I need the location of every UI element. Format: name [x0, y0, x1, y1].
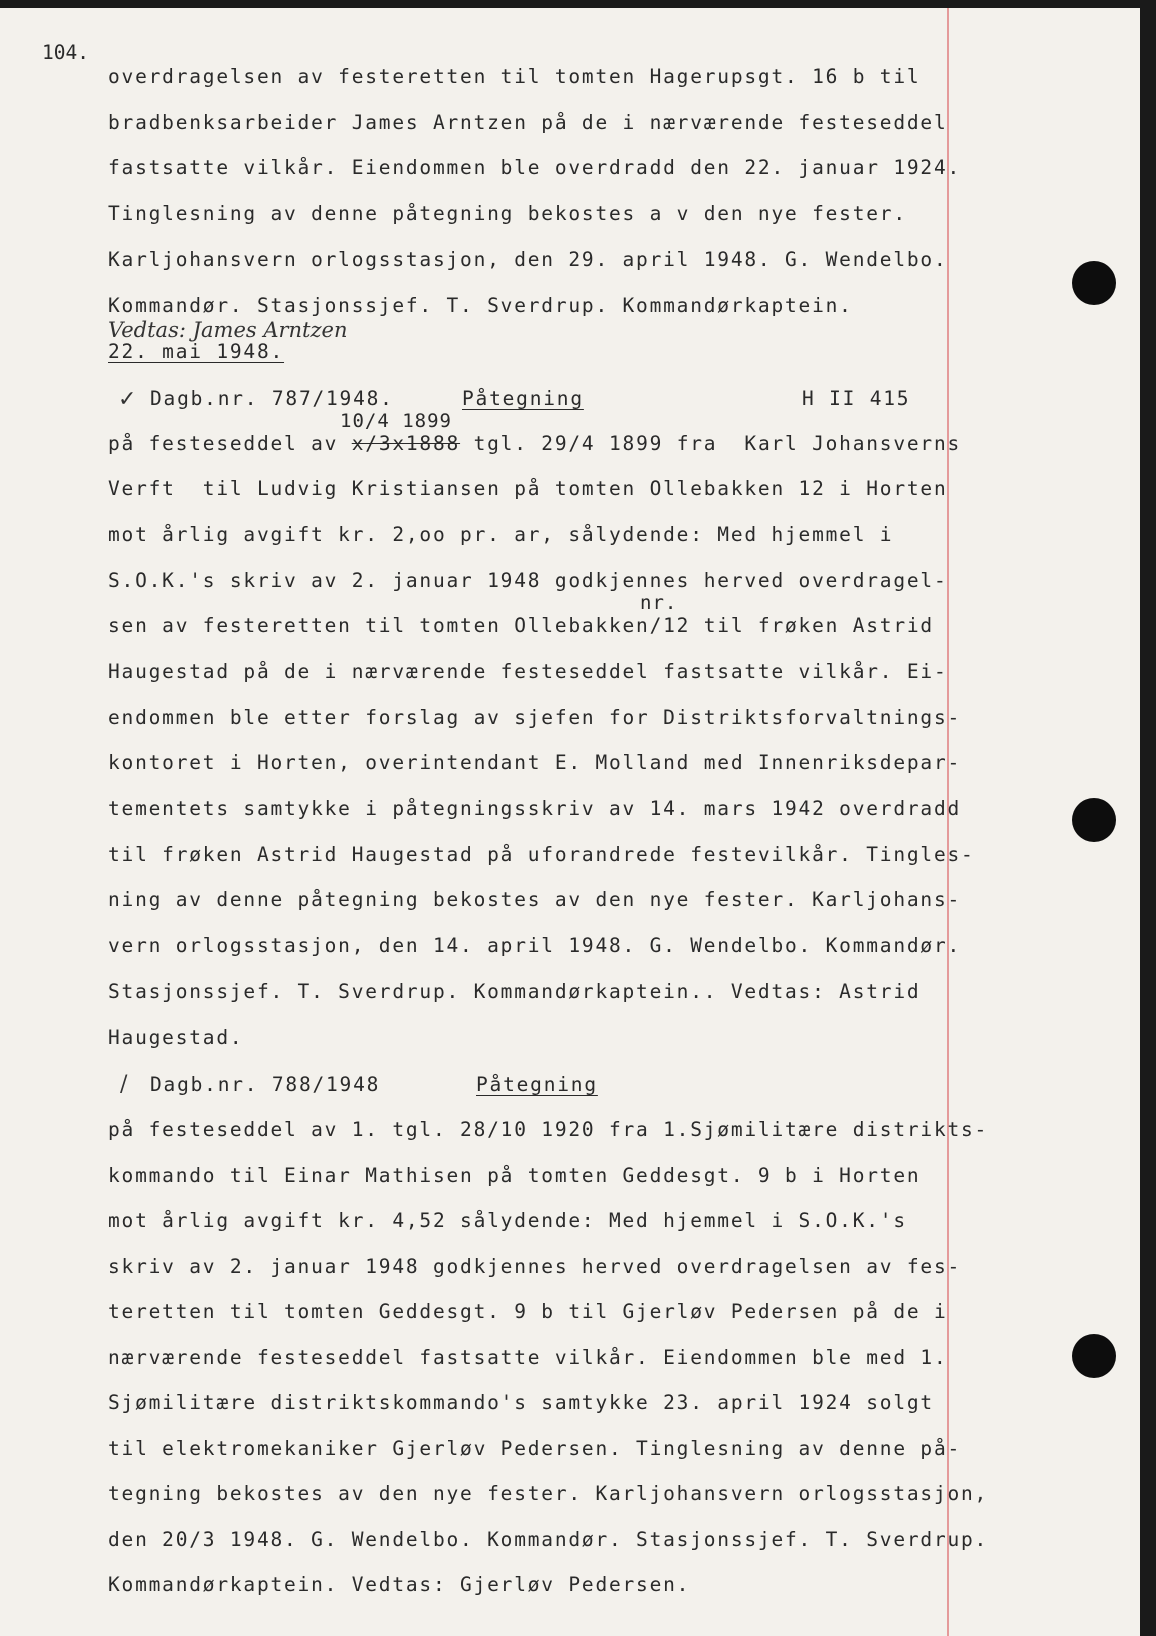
dagb-number: Dagb.nr. 787/1948.: [150, 387, 394, 410]
handwritten-signature: Vedtas: James Arntzen: [108, 318, 348, 342]
text-line: endommen ble etter forslag av sjefen for Distriktsforvaltnings-: [108, 706, 962, 729]
date-line: 22. mai 1948.: [108, 340, 285, 363]
text-line: mot årlig avgift kr. 2,oo pr. ar, sålydende: Med hjemmel i: [108, 523, 894, 546]
entry-title: Påtegning: [462, 387, 584, 410]
text-line: Haugestad på de i nærværende festeseddel fastsatte vilkår. Ei-: [108, 660, 948, 683]
text-segment: tgl. 29/4 1899 fra Karl Johansverns: [460, 432, 962, 455]
text-segment: på festeseddel av: [108, 432, 352, 455]
text-line: kontoret i Horten, overintendant E. Molland med Innenriksdepar-: [108, 751, 962, 774]
text-line: ning av denne påtegning bekostes av den nye fester. Karljohans-: [108, 888, 962, 911]
file-reference: H II 415: [802, 387, 911, 410]
text-line: den 20/3 1948. G. Wendelbo. Kommandør. Stasjonssjef. T. Sverdrup.: [108, 1528, 989, 1551]
punch-hole: [1072, 261, 1116, 305]
text-line: mot årlig avgift kr. 4,52 sålydende: Med hjemmel i S.O.K.'s: [108, 1209, 907, 1232]
text-line: nærværende festeseddel fastsatte vilkår. Eiendommen ble med 1.: [108, 1346, 948, 1369]
text-line: bradbenksarbeider James Arntzen på de i nærværende festeseddel: [108, 111, 948, 134]
text-line: Sjømilitære distriktskommando's samtykke 23. april 1924 solgt: [108, 1391, 934, 1414]
struck-text: x/3x1888: [351, 432, 461, 455]
text-line: til frøken Astrid Haugestad på uforandrede festevilkår. Tingles-: [108, 843, 975, 866]
text-line: Kommandør. Stasjonssjef. T. Sverdrup. Kommandørkaptein.: [108, 294, 853, 317]
punch-hole: [1072, 1334, 1116, 1378]
text-line: til elektromekaniker Gjerløv Pedersen. Tinglesning av denne på-: [108, 1437, 962, 1460]
text-line: vern orlogsstasjon, den 14. april 1948. G. Wendelbo. Kommandør.: [108, 934, 962, 957]
text-line: tementets samtykke i påtegningsskriv av 14. mars 1942 overdradd: [108, 797, 962, 820]
text-line: Haugestad.: [108, 1026, 244, 1049]
text-line: fastsatte vilkår. Eiendommen ble overdradd den 22. januar 1924.: [108, 156, 962, 179]
text-line: Stasjonssjef. T. Sverdrup. Kommandørkaptein.. Vedtas: Astrid: [108, 980, 921, 1003]
text-line: Kommandørkaptein. Vedtas: Gjerløv Pedersen.: [108, 1573, 691, 1596]
text-line: S.O.K.'s skriv av 2. januar 1948 godkjennes herved overdragel-: [108, 569, 948, 592]
insert-nr: nr.: [640, 592, 678, 614]
text-line: skriv av 2. januar 1948 godkjennes herved overdragelsen av fes-: [108, 1255, 962, 1278]
text-line: sen av festeretten til tomten Ollebakken/12 til frøken Astrid: [108, 614, 934, 637]
check-mark: ✓: [118, 387, 137, 412]
text-line: [108, 433, 961, 455]
text-line: kommando til Einar Mathisen på tomten Geddesgt. 9 b i Horten: [108, 1164, 921, 1187]
page-number: 104.: [42, 41, 89, 64]
text-line: Tinglesning av denne påtegning bekostes a v den nye fester.: [108, 202, 907, 225]
text-line: Verft til Ludvig Kristiansen på tomten Ollebakken 12 i Horten: [108, 477, 948, 500]
text-line: teretten til tomten Geddesgt. 9 b til Gjerløv Pedersen på de i: [108, 1300, 948, 1323]
punch-hole: [1072, 798, 1116, 842]
dagb-number: Dagb.nr. 788/1948: [150, 1073, 381, 1096]
document-page: [0, 8, 1140, 1636]
date-correction: 10/4 1899: [340, 410, 452, 432]
check-mark: /: [120, 1072, 128, 1097]
text-line: overdragelsen av festeretten til tomten Hagerupsgt. 16 b til: [108, 65, 921, 88]
text-line: tegning bekostes av den nye fester. Karljohansvern orlogsstasjon,: [108, 1482, 989, 1505]
entry-title: Påtegning: [476, 1073, 598, 1096]
text-line: på festeseddel av 1. tgl. 28/10 1920 fra 1.Sjømilitære distrikts-: [108, 1118, 989, 1141]
text-line: Karljohansvern orlogsstasjon, den 29. april 1948. G. Wendelbo.: [108, 248, 948, 271]
